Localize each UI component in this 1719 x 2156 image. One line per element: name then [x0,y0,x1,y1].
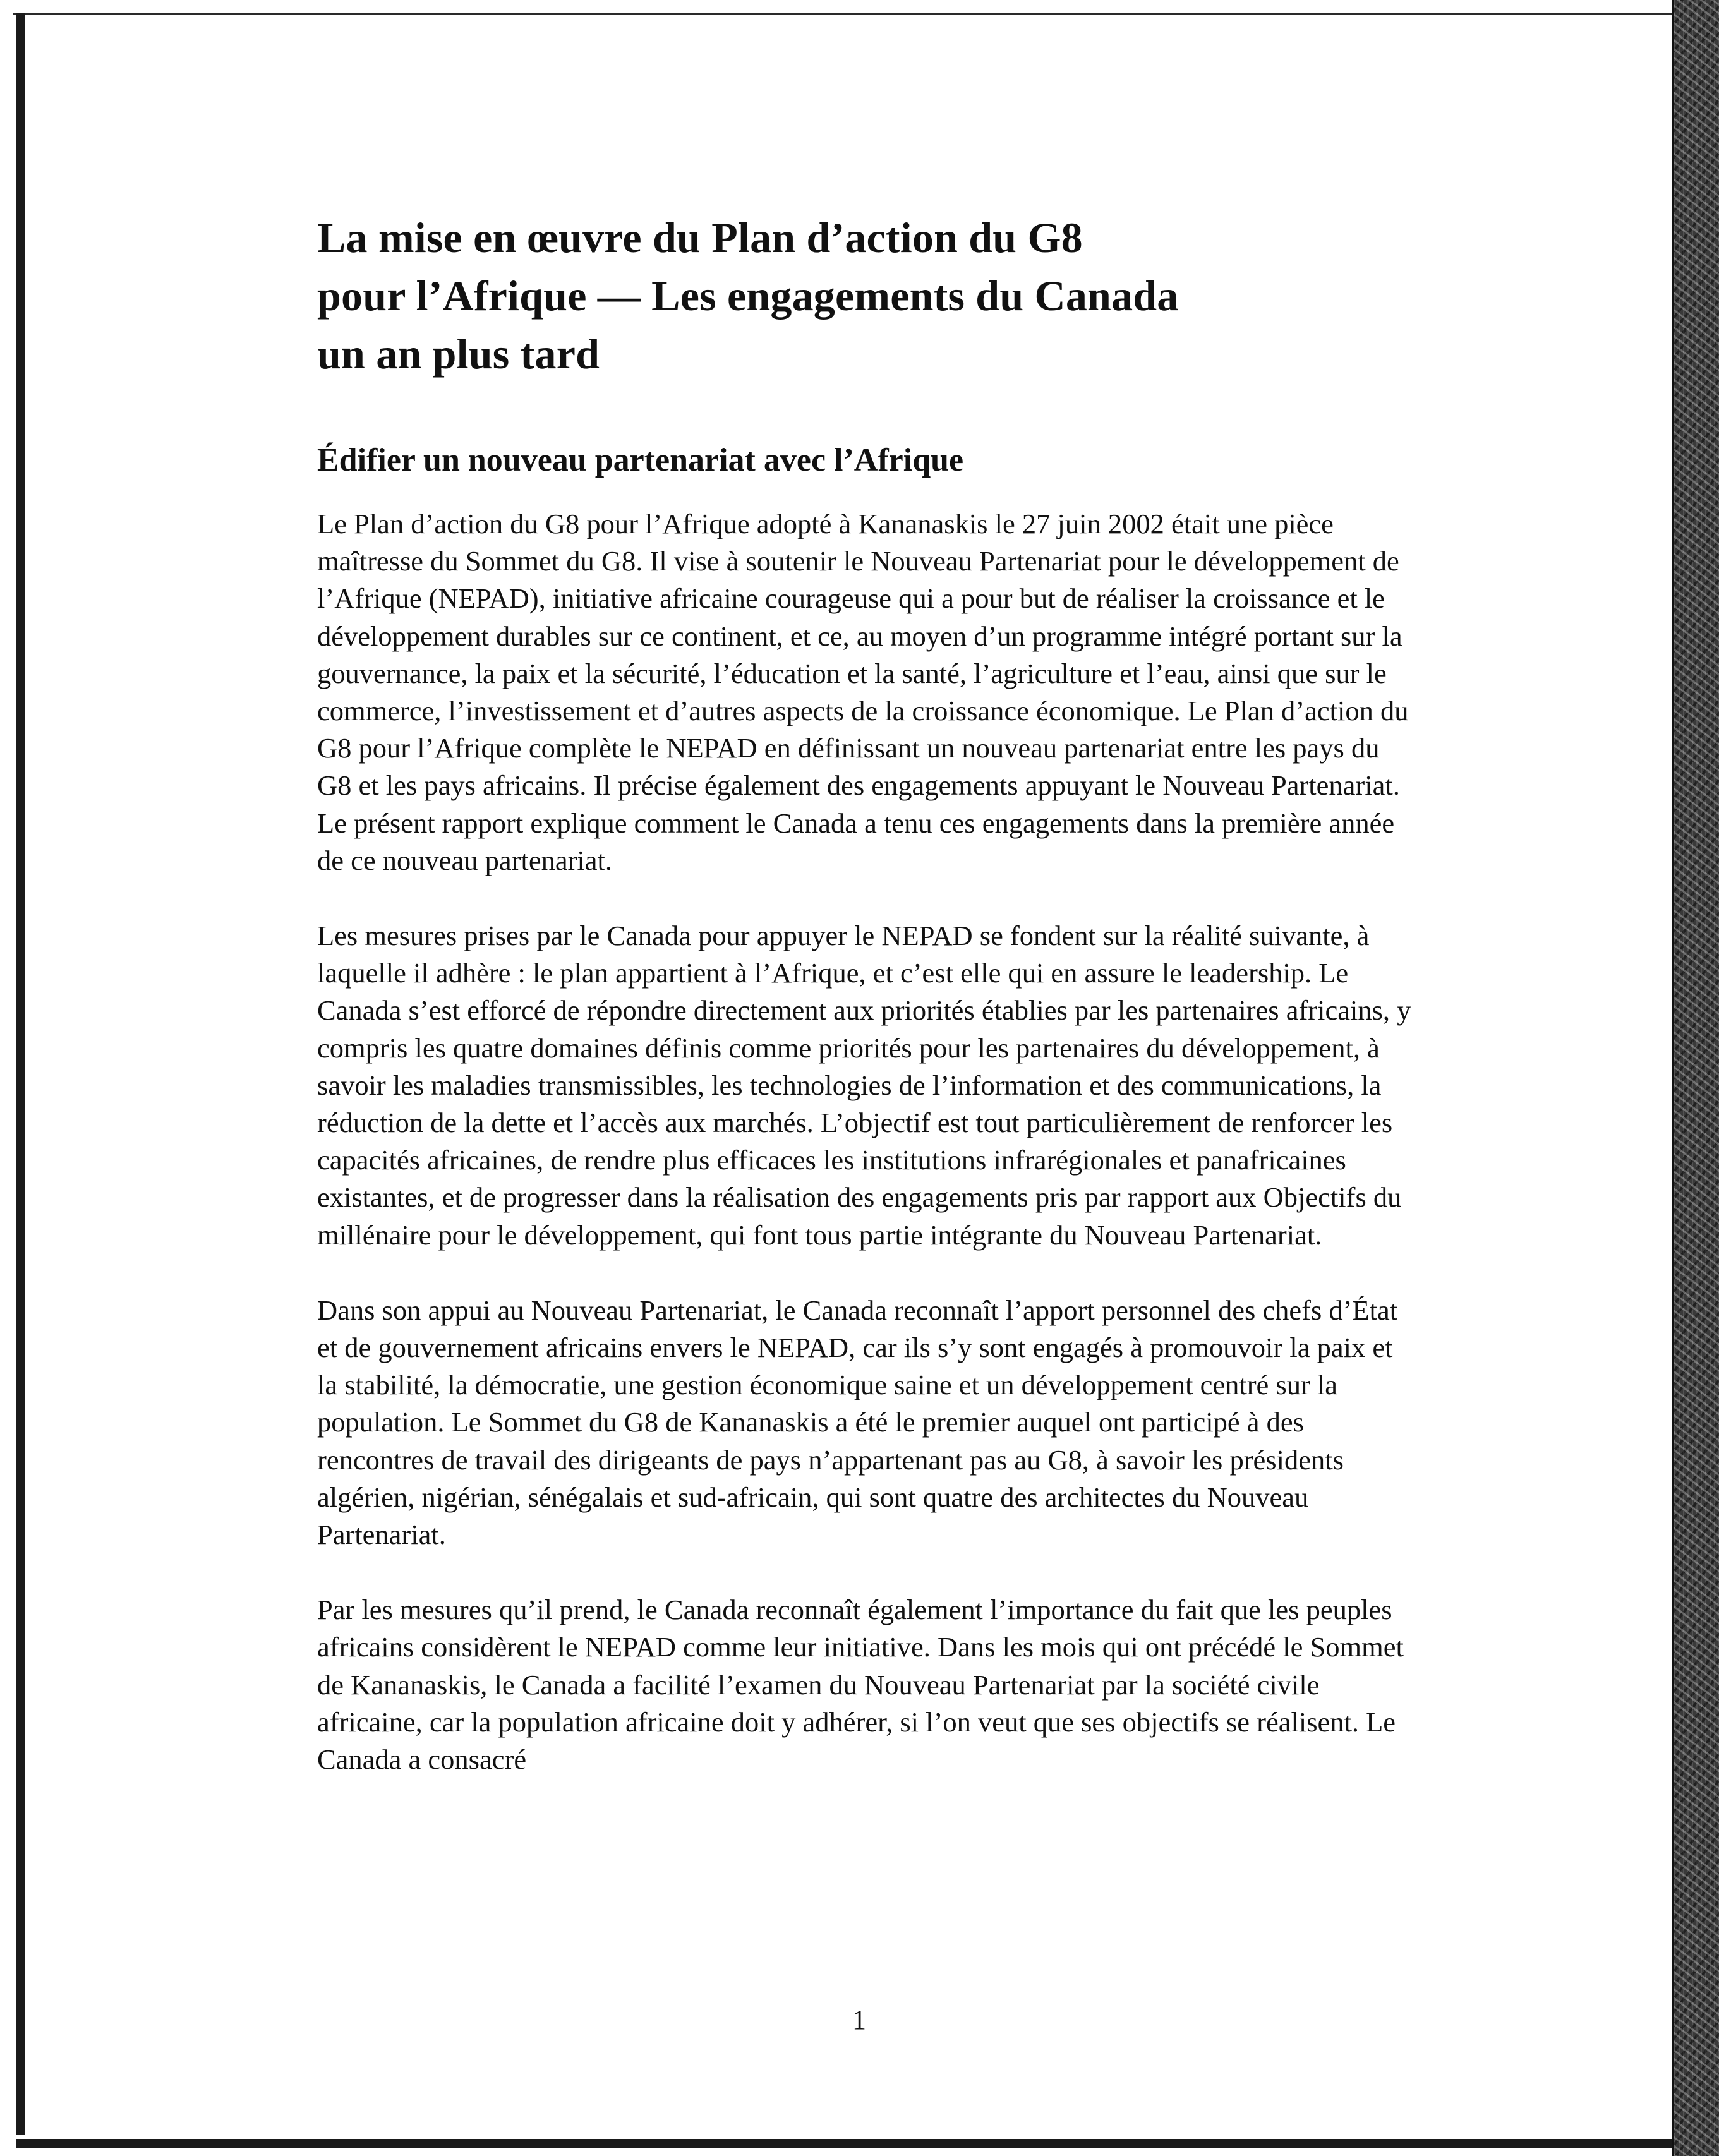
body-text [317,505,1414,1816]
scan-border-left [16,13,25,2135]
document-title [317,208,1606,383]
scan-border-right [1674,0,1719,2156]
document-title-line-2: pour l’Afrique — Les engagements du Canada [317,272,1179,320]
scan-border-bottom [16,2139,1684,2148]
paragraph-3: Dans son appui au Nouveau Partenariat, le Canada reconnaît l’apport personnel des chefs d’État et de gouvernement africains envers le NEPAD, car ils s’y sont engagés à promouvoir la paix et la stabilité, la démocratie, une gestion économique saine et un développement centré sur la population. Le Sommet du G8 de Kananaskis a été le premier auquel ont participé à des rencontres de travail des dirigeants de pays n’appartenant pas au G8, à savoir les présidents algérien, nigérian, sénégalais et sud-africain, qui sont quatre des architectes du Nouveau Partenariat. [317,1294,1398,1551]
scan-border-top [13,13,1674,15]
paragraph-2: Les mesures prises par le Canada pour appuyer le NEPAD se fondent sur la réalité suivante, à laquelle il adhère : le plan appartient à l’Afrique, et c’est elle qui en assure le leadership. Le Canada s’est efforcé de répondre directement aux priorités établies par les partenaires africains, y compris les quatre domaines définis comme priorités pour les partenaires du développement, à savoir les maladies transmissibles, les technologies de l’information et des communications, la réduction de la dette et l’accès aux marchés. L’objectif est tout particulièrement de renforcer les capacités africaines, de rendre plus efficaces les institutions infrarégionales et panafricaines existantes, et de progresser dans la réalisation des engagements pris par rapport aux Objectifs du millénaire pour le développement, qui font tous partie intégrante du Nouveau Partenariat. [317,920,1411,1251]
document-title-line-3: un an plus tard [317,330,600,378]
paragraph-1: Le Plan d’action du G8 pour l’Afrique adopté à Kananaskis le 27 juin 2002 était une pièce maîtresse du Sommet du G8. Il vise à soutenir le Nouveau Partenariat pour le développement de l’Afrique (NEPAD), initiative africaine courageuse qui a pour but de réaliser la croissance et le développement durables sur ce continent, et ce, au moyen d’un programme intégré portant sur la gouvernance, la paix et la sécurité, l’éducation et la santé, l’agriculture et l’eau, ainsi que sur le commerce, l’investissement et d’autres aspects de la croissance économique. Le Plan d’action du G8 pour l’Afrique complète le NEPAD en définissant un nouveau partenariat entre les pays du G8 et les pays africains. Il précise également des engagements appuyant le Nouveau Partenariat. Le présent rapport explique comment le Canada a tenu ces engagements dans la première année de ce nouveau partenariat. [317,508,1409,876]
page-number: 1 [852,2004,866,2035]
document-title-line-1: La mise en œuvre du Plan d’action du G8 [317,214,1083,262]
paragraph-4: Par les mesures qu’il prend, le Canada reconnaît également l’importance du fait que les peuples africains considèrent le NEPAD comme leur initiative. Dans les mois qui ont précédé le Sommet de Kananaskis, le Canada a facilité l’examen du Nouveau Partenariat par la société civile africaine, car la population africaine doit y adhérer, si l’on veut que ses objectifs se réalisent. Le Canada a consacré [317,1594,1404,1776]
section-heading: Édifier un nouveau partenariat avec l’Afrique [317,442,964,478]
